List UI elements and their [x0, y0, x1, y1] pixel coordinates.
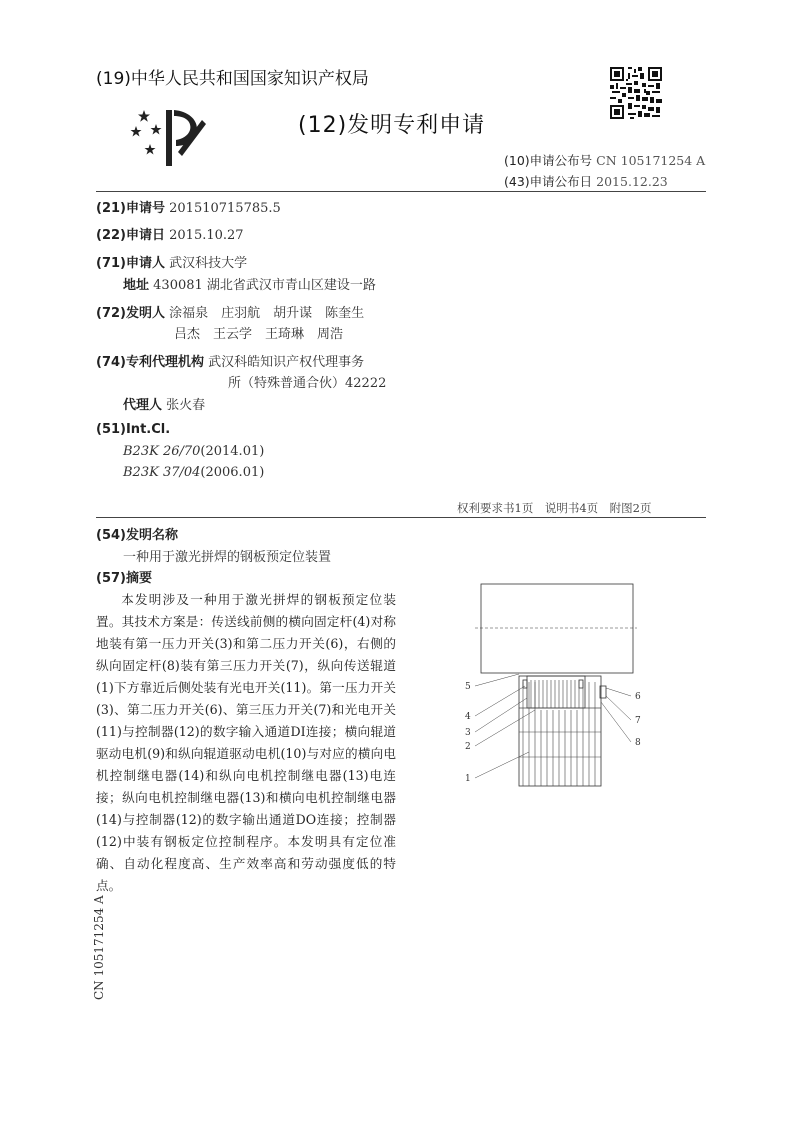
document-type: (12)发明专利申请	[298, 113, 486, 138]
publication-number-label: (10)申请公布号	[504, 153, 593, 168]
figure-label-1: 1	[465, 774, 471, 784]
office-name: (19)中华人民共和国国家知识产权局	[96, 69, 369, 89]
applicant-row	[96, 252, 247, 271]
address-label: 地址	[123, 278, 150, 293]
biblio-divider	[96, 517, 706, 518]
header-divider	[96, 191, 706, 192]
publication-date-row	[504, 172, 668, 190]
ipc-year-2: (2006.01)	[200, 465, 265, 480]
figure-label-2: 2	[465, 742, 471, 752]
ipc-classification-2	[123, 465, 264, 480]
ipc-classification-1	[123, 444, 264, 459]
agent-row	[123, 394, 205, 413]
address-row	[123, 274, 376, 293]
application-date-row	[96, 224, 244, 243]
int-cl-row	[96, 422, 170, 437]
publication-date-value: 2015.12.23	[596, 174, 668, 189]
agency-line-1: 武汉科皓知识产权代理事务	[208, 355, 365, 370]
inventors-line-2: 吕杰 王云学 王琦琳 周浩	[174, 327, 344, 342]
figure-label-8: 8	[635, 738, 641, 748]
applicant-label: (71)申请人	[96, 256, 165, 271]
invention-title-label: (54)发明名称	[96, 528, 178, 543]
publication-number-row	[504, 151, 705, 169]
application-number-value: 201510715785.5	[169, 201, 281, 216]
application-number-row	[96, 197, 281, 216]
agent-value: 张火春	[166, 398, 206, 413]
page-counts: 权利要求书1页 说明书4页 附图2页	[457, 501, 652, 515]
figure-label-5: 5	[465, 682, 471, 692]
applicant-value: 武汉科技大学	[169, 256, 248, 271]
abstract-figure	[455, 582, 665, 792]
invention-title: 一种用于激光拼焊的钢板预定位装置	[123, 550, 332, 565]
abstract-text: 本发明涉及一种用于激光拼焊的钢板预定位装置。其技术方案是：传送线前侧的横向固定杆(4)对称地装有第一压力开关(3)和第二压力开关(6)，右侧的纵向固定杆(8)装有第三压力开关(7)，纵向传送辊道(1)下方靠近后侧处装有光电开关(11)。第一压力开关(3)、第二压力开关(6)、第三压力开关(7)和光电开关(11)与控制器(12)的数字输入通道DI连接；横向辊道驱动电机(9)和纵向辊道驱动电机(10)与对应的横向电机控制继电器(14)和纵向电机控制继电器(13)电连接；纵向电机控制继电器(13)和横向电机控制继电器(14)与控制器(12)的数字输出通道DO连接；控制器(12)中装有钢板定位控制程序。本发明具有定位准确、自动化程度高、生产效率高和劳动强度低的特点。	[96, 592, 396, 893]
side-publication-number: CN 105171254 A	[92, 895, 106, 1000]
qr-code-icon	[610, 67, 662, 119]
agency-line-2: 所（特殊普通合伙）42222	[228, 376, 387, 391]
figure-label-4: 4	[465, 712, 471, 722]
figure-label-3: 3	[465, 728, 471, 738]
int-cl-label: (51)Int.Cl.	[96, 422, 171, 437]
ipc-year-1: (2014.01)	[200, 444, 265, 459]
application-date-value: 2015.10.27	[169, 228, 244, 243]
ipc-code-1: B23K 26/70	[123, 444, 201, 459]
cnipa-logo	[130, 108, 210, 168]
application-date-label: (22)申请日	[96, 228, 165, 243]
inventors-line-1: 涂福泉 庄羽航 胡升谋 陈奎生	[169, 306, 365, 321]
figure-label-7: 7	[635, 716, 641, 726]
figure-label-6: 6	[635, 692, 641, 702]
agency-row	[96, 351, 364, 370]
address-value: 430081 湖北省武汉市青山区建设一路	[153, 278, 376, 293]
ipc-code-2: B23K 37/04	[123, 465, 201, 480]
agent-label: 代理人	[123, 398, 163, 413]
agency-label: (74)专利代理机构	[96, 355, 204, 370]
inventors-row	[96, 302, 364, 321]
abstract-label: (57)摘要	[96, 571, 152, 586]
application-number-label: (21)申请号	[96, 201, 165, 216]
publication-date-label: (43)申请公布日	[504, 174, 593, 189]
publication-number-value: CN 105171254 A	[596, 153, 706, 168]
inventors-label: (72)发明人	[96, 306, 165, 321]
